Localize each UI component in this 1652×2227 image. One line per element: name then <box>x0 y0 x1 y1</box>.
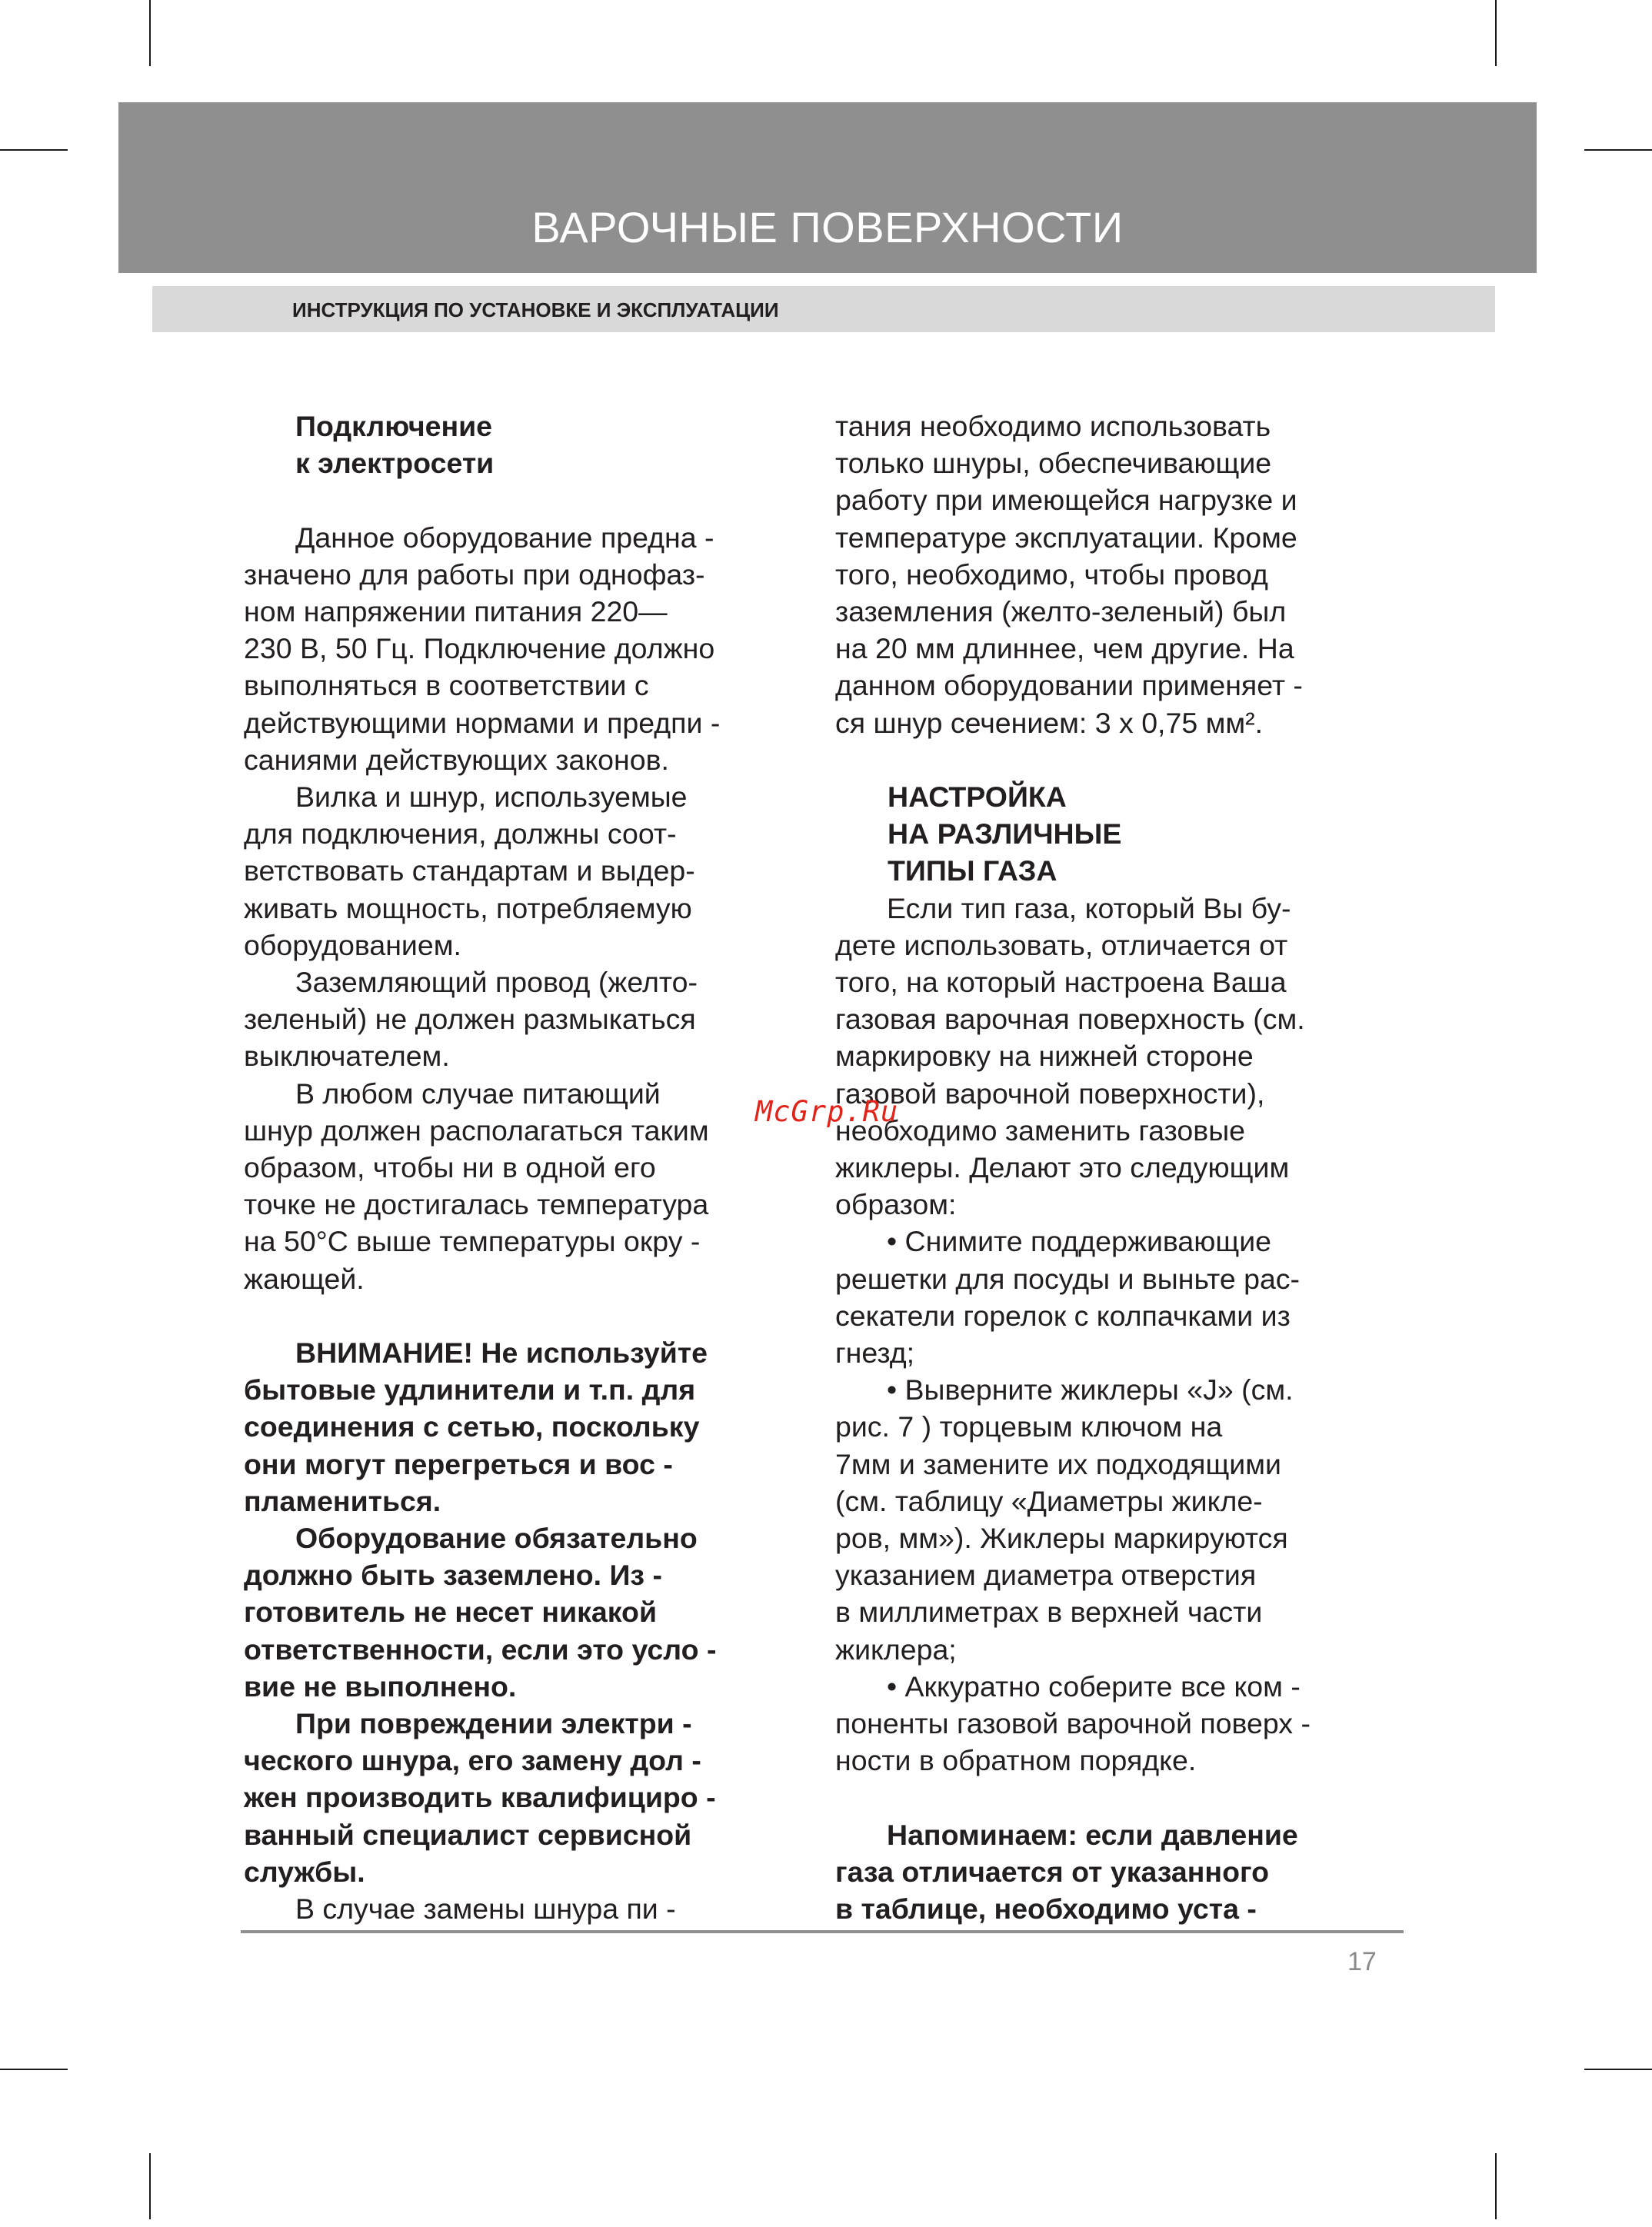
left-column <box>244 408 759 1927</box>
subtitle-band <box>152 286 1495 332</box>
bullet-item: • Выверните жиклеры «J» (см. рис. 7 ) торцевым ключом на 7мм и замените их подходящими (см. таблицу «Диаметры жикле- ров, мм»). Жиклеры маркируются указанием диаметра отверстия в миллиметрах в верхней части жиклера; <box>835 1373 1294 1666</box>
warning-paragraph: При повреждении электри - ческого шнура, его замену дол - жен производить квалифициро - ванный специалист сервисной службы. <box>244 1707 716 1888</box>
crop-mark <box>0 2069 68 2070</box>
bullet-item: • Снимите поддерживающие решетки для посуды и выньте рас- секатели горелок с колпачками из гнезд; <box>835 1225 1301 1370</box>
crop-mark <box>149 0 151 66</box>
crop-mark <box>1584 149 1652 151</box>
footer-rule <box>241 1930 1404 1933</box>
warning-paragraph: ВНИМАНИЕ! Не используйте бытовые удлинители и т.п. для соединения с сетью, поскольку они могут перегреться и вос - пламениться. <box>244 1337 708 1517</box>
paragraph: В любом случае питающий шнур должен располагаться таким образом, чтобы ни в одной его точке не достигалась температура на 50°С выше температуры окру - жающей. <box>244 1077 709 1295</box>
warning-paragraph: Оборудование обязательно должно быть заземлено. Из - готовитель не несет никакой ответственности, если это усло - вие не выполнено. <box>244 1522 717 1703</box>
watermark: McGrp.Ru <box>755 1095 899 1128</box>
paragraph: Если тип газа, который Вы бу- дете использовать, отличается от того, на который настроена Ваша газовая варочная поверхность (см. маркировку на нижней стороне газовой варочной поверхности), необходимо заменить газовые жиклеры. Делают это следующим образом: <box>835 891 1305 1221</box>
section-heading-gas: НАСТРОЙКА НА РАЗЛИЧНЫЕ ТИПЫ ГАЗА <box>888 781 1122 887</box>
crop-mark <box>1584 2069 1652 2070</box>
right-column <box>835 408 1344 1927</box>
crop-mark <box>149 2153 151 2219</box>
bullet-item: • Аккуратно соберите все ком - поненты газовой варочной поверх - ности в обратном порядке. <box>835 1669 1311 1777</box>
paragraph: Данное оборудование предна - значено для работы при однофаз- ном напряжении питания 220— 230 В, 50 Гц. Подключение должно выполняться в соответствии с действующими нормами и предпи - саниями действующих законов. <box>244 521 721 776</box>
paragraph: тания необходимо использовать только шнуры, обеспечивающие работу при имеющейся нагрузке и температуре эксплуатации. Кроме того, необходимо, чтобы провод заземления (желто-зеленый) был на 20 мм длиннее, чем другие. На данном оборудовании применяет - ся шнур сечением: 3 х 0,75 мм². <box>835 410 1303 739</box>
crop-mark <box>1495 0 1497 66</box>
crop-mark <box>0 149 68 151</box>
page-number: 17 <box>1347 1947 1377 1976</box>
paragraph: Вилка и шнур, используемые для подключения, должны соот- ветствовать стандартам и выдер- живать мощность, потребляемую оборудованием. <box>244 781 695 961</box>
crop-mark <box>1495 2153 1497 2219</box>
paragraph: В случае замены шнура пи - <box>295 1892 676 1926</box>
note-paragraph: Напоминаем: если давление газа отличается от указанного в таблице, необходимо уста - <box>835 1818 1298 1926</box>
page-title: ВАРОЧНЫЕ ПОВЕРХНОСТИ <box>531 203 1124 251</box>
paragraph: Заземляющий провод (желто- зеленый) не должен размыкаться выключателем. <box>244 966 698 1073</box>
page-subtitle: ИНСТРУКЦИЯ ПО УСТАНОВКЕ И ЭКСПЛУАТАЦИИ <box>292 298 779 321</box>
header-band <box>118 102 1537 273</box>
section-heading-electric: Подключение к электросети <box>295 410 495 480</box>
